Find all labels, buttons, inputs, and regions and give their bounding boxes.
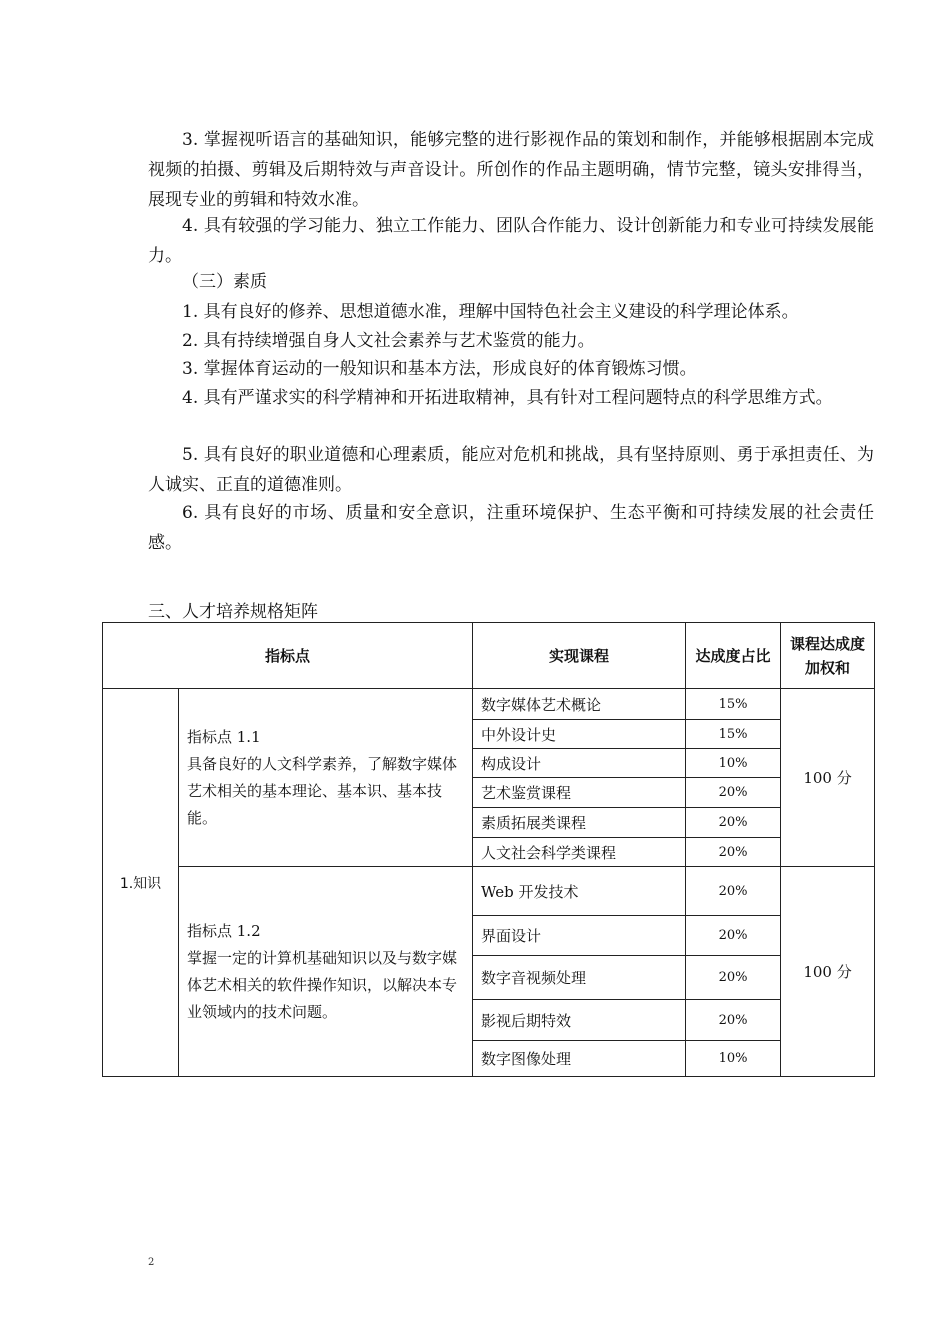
header-ratio: 达成度占比 [686,623,781,689]
course-cell: 构成设计 [473,749,686,778]
category-cell: 1.知识 [103,689,179,1077]
pct-cell: 20% [686,808,781,838]
table-header-row [103,623,875,689]
pct-cell: 10% [686,749,781,778]
header-weighted: 课程达成度加权和 [781,623,875,689]
paragraph-quality-4: 4. 具有严谨求实的科学精神和开拓进取精神，具有针对工程问题特点的科学思维方式。 [182,388,833,408]
paragraph-quality-3: 3. 掌握体育运动的一般知识和基本方法，形成良好的体育锻炼习惯。 [182,359,697,379]
paragraph-skill-4: 4. 具有较强的学习能力、独立工作能力、团队合作能力、设计创新能力和专业可持续发展能力。 [148,216,874,266]
course-cell: 人文社会科学类课程 [473,838,686,867]
course-cell: 数字音视频处理 [473,956,686,1000]
table-row [103,867,875,916]
course-cell: 素质拓展类课程 [473,808,686,838]
score-cell-1-2: 100 分 [781,867,875,1077]
pct-cell: 20% [686,778,781,808]
course-cell: 艺术鉴赏课程 [473,778,686,808]
course-cell: 数字媒体艺术概论 [473,689,686,720]
paragraph-quality-1: 1. 具有良好的修养、思想道德水准，理解中国特色社会主义建设的科学理论体系。 [182,302,799,322]
course-cell: 影视后期特效 [473,1000,686,1041]
page-number: 2 [148,1257,155,1268]
paragraph-quality-6: 6. 具有良好的市场、质量和安全意识，注重环境保护、生态平衡和可持续发展的社会责任感。 [148,503,874,553]
paragraph-quality-2: 2. 具有持续增强自身人文社会素养与艺术鉴赏的能力。 [182,331,595,351]
pct-cell: 15% [686,720,781,749]
pct-cell: 20% [686,1000,781,1041]
indicator-1-2: 指标点 1.2 掌握一定的计算机基础知识以及与数字媒体艺术相关的软件操作知识，以解决本专业领域内的技术问题。 [179,867,473,1077]
training-matrix-table [102,622,875,1077]
header-indicator: 指标点 [103,623,473,689]
course-cell: 界面设计 [473,916,686,956]
header-course: 实现课程 [473,623,686,689]
pct-cell: 20% [686,838,781,867]
pct-cell: 15% [686,689,781,720]
table-row [103,689,875,720]
indicator-1-1: 指标点 1.1 具备良好的人文科学素养，了解数字媒体艺术相关的基本理论、基本识、基本技能。 [179,689,473,867]
pct-cell: 20% [686,956,781,1000]
paragraph-skill-3: 3. 掌握视听语言的基础知识，能够完整的进行影视作品的策划和制作，并能够根据剧本完成视频的拍摄、剪辑及后期特效与声音设计。所创作的作品主题明确，情节完整，镜头安排得当，展现专业的剪辑和特效水准。 [148,130,874,210]
score-cell-1-1: 100 分 [781,689,875,867]
pct-cell: 10% [686,1041,781,1077]
course-cell: 中外设计史 [473,720,686,749]
pct-cell: 20% [686,916,781,956]
section-title: 三、人才培养规格矩阵 [148,602,318,622]
paragraph-quality-5: 5. 具有良好的职业道德和心理素质，能应对危机和挑战，具有坚持原则、勇于承担责任、为人诚实、正直的道德准则。 [148,445,874,495]
course-cell: 数字图像处理 [473,1041,686,1077]
course-cell: Web 开发技术 [473,867,686,916]
pct-cell: 20% [686,867,781,916]
subheading-quality: （三）素质 [182,272,267,292]
